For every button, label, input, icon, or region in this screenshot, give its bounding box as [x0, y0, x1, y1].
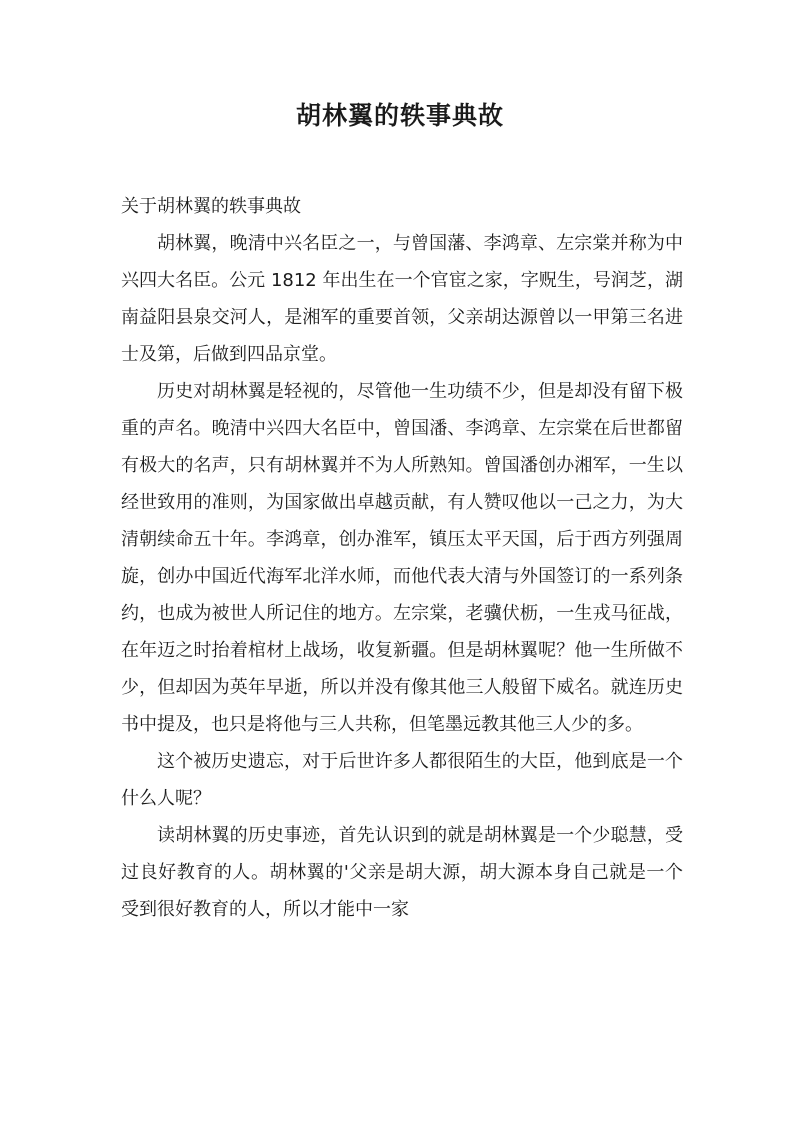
paragraph-2: 历史对胡林翼是轻视的，尽管他一生功绩不少，但是却没有留下极重的声名。晚清中兴四大名臣中，曾国潘、李鸿章、左宗棠在后世都留有极大的名声，只有胡林翼并不为人所熟知。曾国潘创办湘军，一生以经世致用的准则，为国家做出卓越贡献，有人赞叹他以一己之力，为大清朝续命五十年。李鸿章，创办淮军，镇压太平天国，后于西方列强周旋，创办中国近代海军北洋水师，而他代表大清与外国签订的一系列条约，也成为被世人所记住的地方。左宗棠，老骥伏枥，一生戎马征战，在年迈之时抬着棺材上战场，收复新疆。但是胡林翼呢？他一生所做不少，但却因为英年早逝，所以并没有像其他三人般留下威名。就连历史书中提及，也只是将他与三人共称，但笔墨远教其他三人少的多。: [121, 381, 683, 735]
document-title: 胡林翼的轶事典故: [295, 101, 504, 130]
paragraph-4: 读胡林翼的历史事迹，首先认识到的就是胡林翼是一个少聪慧，受过良好教育的人。胡林翼的'父亲是胡大源，胡大源本身自己就是一个受到很好教育的人，所以才能中一家: [121, 825, 683, 920]
paragraph-1: 胡林翼，晚清中兴名臣之一，与曾国藩、李鸿章、左宗棠并称为中兴四大名臣。公元 1812 年出生在一个官宦之家，字贶生，号润芝，湖南益阳县泉交河人，是湘军的重要首领，父亲胡达源曾以一甲第三名进士及第，后做到四品京堂。: [121, 233, 683, 365]
paragraph-3: 这个被历史遗忘，对于后世许多人都很陌生的大臣，他到底是一个什么人呢？: [121, 751, 683, 809]
document-subtitle: 关于胡林翼的轶事典故: [121, 196, 301, 217]
document-body: [121, 188, 683, 928]
